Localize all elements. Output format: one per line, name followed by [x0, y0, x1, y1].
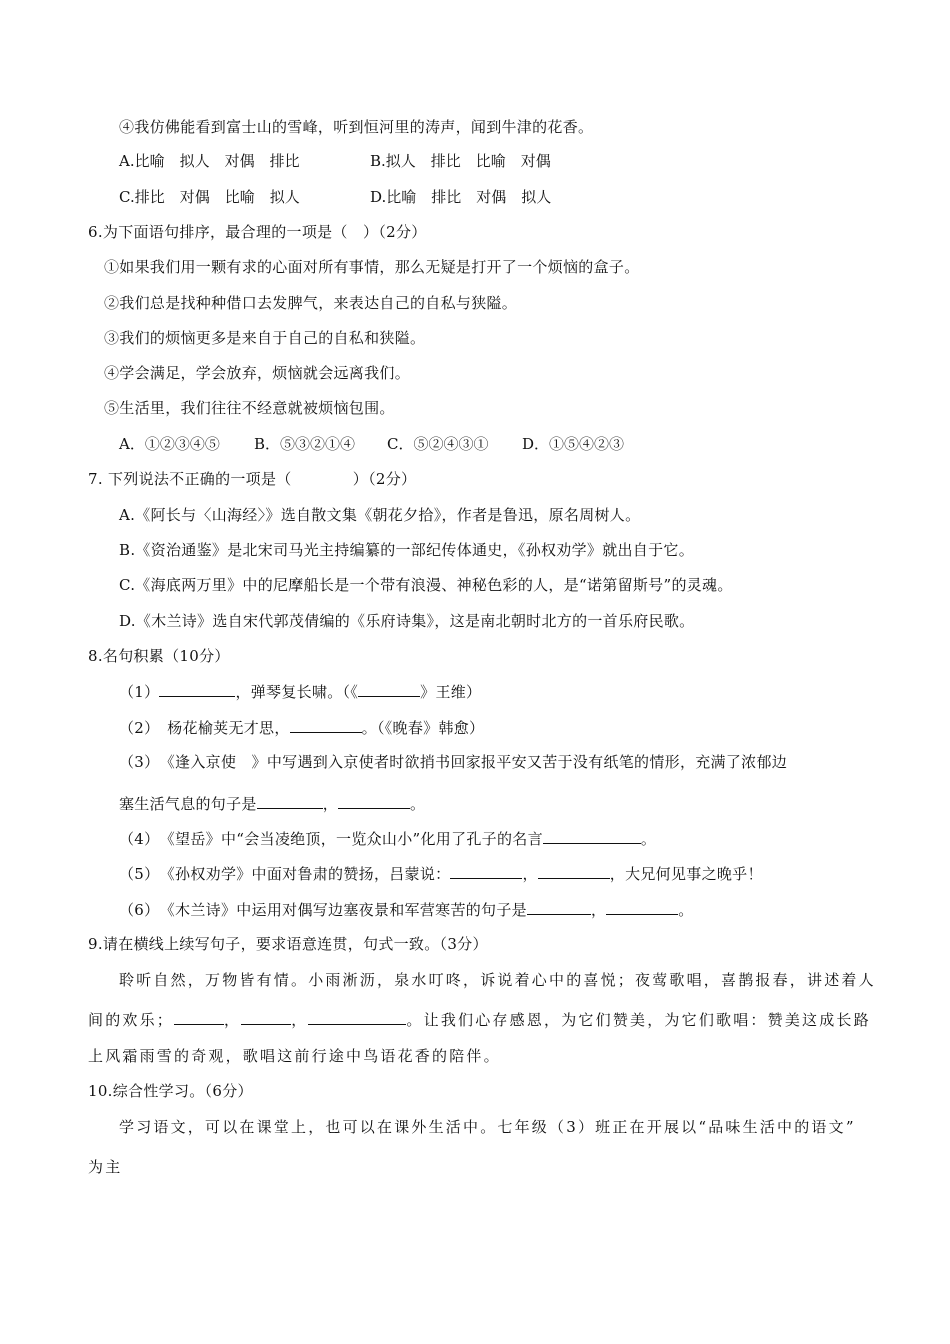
- q6-sentence-1: ①如果我们用一颗有求的心面对所有事情，那么无疑是打开了一个烦恼的盒子。: [104, 258, 640, 276]
- q8-item-5-comma: ，: [522, 865, 538, 883]
- q7-option-b: B.《资治通鉴》是北宋司马光主持编纂的一部纪传体通史，《孙权劝学》就出自于它。: [119, 541, 694, 559]
- q8-item-6-period: 。: [678, 901, 694, 919]
- q6-sentence-4: ④学会满足，学会放弃，烦恼就会远离我们。: [104, 364, 411, 382]
- q9-passage-line-2: [88, 1009, 871, 1030]
- q7-option-d: D.《木兰诗》选自宋代郭茂倩编的《乐府诗集》，这是南北朝时北方的一首乐府民歌。: [119, 612, 695, 630]
- answer-blank[interactable]: [308, 1009, 406, 1025]
- q8-item-1: [119, 681, 481, 702]
- answer-blank[interactable]: [450, 863, 522, 879]
- q6-stem: 6.为下面语句排序，最合理的一项是（ ）（2分）: [88, 223, 427, 241]
- q10-passage-line-2: 为主: [88, 1158, 123, 1176]
- q7-stem: 7. 下列说法不正确的一项是（ ）（2分）: [88, 470, 417, 488]
- q8-item-3-period: 。: [410, 795, 426, 813]
- q8-item-5-text: （5） 《孙权劝学》中面对鲁肃的赞扬，吕蒙说：: [119, 865, 451, 883]
- q5-option-c: C.排比 对偶 比喻 拟人: [119, 188, 300, 206]
- q9-comma: ，: [291, 1011, 309, 1029]
- q8-stem: 8.名句积累（10分）: [88, 647, 230, 665]
- q9-line-2-start: 间的欢乐；: [88, 1011, 175, 1029]
- q9-stem: 9.请在横线上续写句子，要求语意连贯，句式一致。（3分）: [88, 935, 488, 953]
- q5-item-4: ④我仿佛能看到富士山的雪峰，听到恒河里的涛声，闻到牛津的花香。: [119, 118, 594, 136]
- q8-item-2-text: （2） 杨花榆荚无才思，: [119, 719, 290, 737]
- answer-blank[interactable]: [358, 681, 420, 697]
- q8-item-4-period: 。: [640, 830, 657, 848]
- q8-item-3-comma: ，: [322, 795, 339, 813]
- q8-item-2: [119, 717, 484, 738]
- q8-item-4-text: （4） 《望岳》中“会当凌绝顶，一览众山小”化用了孔子的名言: [119, 830, 543, 848]
- q8-item-5: [119, 863, 763, 884]
- q8-item-2-end: 。（《晚春》韩愈）: [361, 719, 485, 737]
- q8-item-6: [119, 899, 694, 920]
- answer-blank[interactable]: [290, 717, 362, 733]
- q8-item-3-text: 塞生活气息的句子是: [119, 795, 257, 813]
- q9-passage-line-1: 聆听自然，万物皆有情。小雨淅沥，泉水叮咚，诉说着心中的喜悦；夜莺歌唱，喜鹊报春，讲述着人: [119, 971, 876, 989]
- answer-blank[interactable]: [338, 793, 410, 809]
- q6-option-c: C．⑤②④③①: [387, 435, 489, 453]
- answer-blank[interactable]: [543, 828, 641, 844]
- q6-option-b: B．⑤③②①④: [254, 435, 356, 453]
- q8-item-3-line-2: [119, 793, 425, 814]
- q9-passage-line-3: 上风霜雨雪的奇观，歌唱这前行途中鸟语花香的陪伴。: [88, 1047, 501, 1065]
- q8-item-1-middle: ，弹琴复长啸。（《: [235, 683, 359, 701]
- q8-item-6-comma: ，: [590, 901, 607, 919]
- q8-item-4: [119, 828, 656, 849]
- q6-sentence-2: ②我们总是找种种借口去发脾气，来表达自己的自私与狭隘。: [104, 294, 518, 312]
- answer-blank[interactable]: [159, 681, 235, 697]
- answer-blank[interactable]: [174, 1009, 224, 1025]
- answer-blank[interactable]: [257, 793, 323, 809]
- q6-sentence-3: ③我们的烦恼更多是来自于自己的自私和狭隘。: [104, 329, 426, 347]
- q8-item-3-line-1: （3） 《逢入京使 》中写遇到入京使者时欲捎书回家报平安又苦于没有纸笔的情形，充满了浓郁边: [119, 753, 788, 771]
- q8-item-1-end: 》王维）: [420, 683, 482, 701]
- q8-item-5-end: ，大兄何见事之晚乎！: [609, 865, 763, 883]
- answer-blank[interactable]: [538, 863, 610, 879]
- q6-option-d: D．①⑤④②③: [522, 435, 625, 453]
- q8-item-6-text: （6） 《木兰诗》中运用对偶写边塞夜景和军营寒苦的句子是: [119, 901, 527, 919]
- q7-option-c: C.《海底两万里》中的尼摩船长是一个带有浪漫、神秘色彩的人，是“诺第留斯号”的灵魂。: [119, 576, 733, 594]
- answer-blank[interactable]: [606, 899, 678, 915]
- answer-blank[interactable]: [241, 1009, 291, 1025]
- q7-option-a: A.《阿长与〈山海经〉》选自散文集《朝花夕拾》，作者是鲁迅，原名周树人。: [119, 506, 641, 524]
- q9-comma: ，: [224, 1011, 242, 1029]
- q5-option-a: A.比喻 拟人 对偶 排比: [119, 152, 300, 170]
- answer-blank[interactable]: [527, 899, 591, 915]
- q6-option-a: A．①②③④⑤: [119, 435, 220, 453]
- q9-line-2-end: 。让我们心存感恩，为它们赞美，为它们歌唱：赞美这成长路: [406, 1011, 871, 1029]
- q5-option-d: D.比喻 排比 对偶 拟人: [370, 188, 552, 206]
- q6-sentence-5: ⑤生活里，我们往往不经意就被烦恼包围。: [104, 399, 395, 417]
- q5-option-b: B.拟人 排比 比喻 对偶: [370, 152, 551, 170]
- q8-item-1-number: （1）: [119, 683, 160, 701]
- q10-stem: 10.综合性学习。（6分）: [88, 1082, 253, 1100]
- q10-passage-line-1: 学习语文，可以在课堂上，也可以在课外生活中。七年级（3）班正在开展以“品味生活中的语文”: [119, 1118, 856, 1136]
